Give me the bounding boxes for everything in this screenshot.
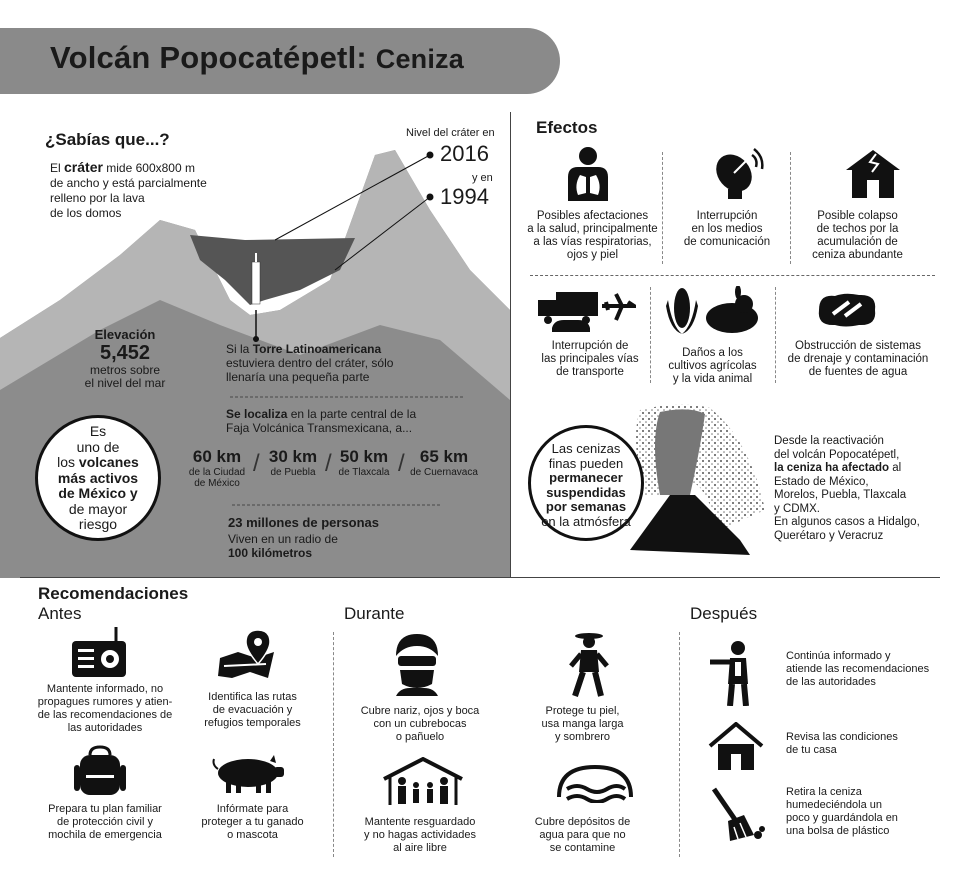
covered-water-icon xyxy=(555,763,635,803)
separator: / xyxy=(253,450,260,477)
rec-antes-plan: Prepara tu plan familiar de protección civil y mochila de emergencia xyxy=(48,803,162,841)
rec-antes-informado: Mantente informado, no propagues rumores y atien- de las recomendaciones de las autoridades xyxy=(37,683,173,734)
rec-durante-cubre: Cubre nariz, ojos y boca con un cubrebocas o pañuelo xyxy=(360,705,480,743)
distance-tlaxcala: 50 km de Tlaxcala xyxy=(338,447,390,478)
rec-durante-piel: Protege tu piel, usa manga larga y sombrero xyxy=(541,705,624,743)
broken-roof-icon xyxy=(846,150,900,198)
satellite-dish-icon xyxy=(712,145,766,201)
page-title: Volcán Popocatépetl: Ceniza xyxy=(50,40,464,75)
broom-icon xyxy=(710,785,766,843)
year-2016: 2016 xyxy=(440,141,489,166)
house-icon xyxy=(708,722,764,772)
distance-puebla: 30 km de Puebla xyxy=(268,447,318,478)
reactivation-text: Desde la reactivación del volcán Popocatépetl, la ceniza ha afectado al Estado de México, Morelos, Puebla, Tlaxcala y CDMX. En algunos casos a Hidalgo, Querétaro y Veracruz xyxy=(774,435,920,542)
divider xyxy=(775,287,776,383)
person-lungs-icon xyxy=(560,145,616,201)
divider xyxy=(530,275,935,276)
elevation-unit-2: el nivel del mar xyxy=(84,376,166,390)
rec-despues-casa: Revisa las condiciones de tu casa xyxy=(786,731,898,756)
rec-despues-ceniza: Retira la ceniza humedeciéndola un poco y guardándola en una bolsa de plástico xyxy=(786,786,898,837)
effect-crops-text: Daños a los cultivos agrícolas y la vida animal xyxy=(668,347,757,385)
elevation-block xyxy=(70,327,180,390)
backpack-icon xyxy=(72,745,128,797)
rec-durante-agua: Cubre depósitos de agua para que no se contamine xyxy=(534,816,631,854)
y-en-label: y en xyxy=(472,172,493,184)
corn-rabbit-icon xyxy=(664,286,759,336)
effect-roof-text: Posible colapso de techos por la acumulación de ceniza abundante xyxy=(812,210,903,261)
divider xyxy=(662,152,663,264)
despues-heading: Después xyxy=(690,604,758,623)
effect-health-text: Posibles afectaciones a la salud, principalmente a las vías respiratorias, ojos y piel xyxy=(527,210,658,261)
rec-antes-ganado: Infórmate para proteger a tu ganado o mascota xyxy=(201,803,304,841)
divider xyxy=(790,152,791,264)
distance-cdmx: 60 km de la Ciudad de México xyxy=(188,447,246,489)
transport-icon xyxy=(536,290,636,334)
sabias-heading: ¿Sabías que...? xyxy=(45,130,170,149)
active-volcano-circle: Es uno de los volcanes más activos de México y de mayor riesgo xyxy=(35,415,161,541)
antes-heading: Antes xyxy=(38,604,82,623)
separator: / xyxy=(325,450,332,477)
pig-icon xyxy=(210,755,290,795)
elevation-unit-1: metros sobre xyxy=(89,363,161,377)
walking-person-icon xyxy=(565,632,615,698)
nivel-label: Nivel del cráter en xyxy=(406,127,495,139)
crater-text: El cráter mide 600x800 m de ancho y está parcialmente relleno por la lava de los domos xyxy=(50,159,207,220)
recomendaciones-heading: Recomendaciones xyxy=(38,584,189,603)
torre-text: Si la Torre Latinoamericana estuviera dentro del cráter, sólo llenaría una pequeña parte xyxy=(226,342,394,384)
radio-icon xyxy=(70,627,128,679)
vertical-divider xyxy=(510,112,511,577)
effect-drain-text: Obstrucción de sistemas de drenaje y contaminación de fuentes de agua xyxy=(787,340,929,378)
family-shelter-icon xyxy=(380,757,466,807)
effect-transport-text: Interrupción de las principales vías de transporte xyxy=(541,340,639,378)
drain-icon xyxy=(815,292,879,328)
separator: / xyxy=(398,450,405,477)
mask-face-icon xyxy=(390,632,444,696)
pointing-person-icon xyxy=(708,640,758,706)
divider xyxy=(679,632,680,857)
elevation-value: 5,452 xyxy=(99,342,151,364)
efectos-heading: Efectos xyxy=(536,118,598,137)
rec-despues-informado: Continúa informado y atiende las recomendaciones de las autoridades xyxy=(786,650,930,688)
map-pin-icon xyxy=(218,628,276,680)
divider xyxy=(333,632,334,857)
elevation-label: Elevación xyxy=(94,327,156,342)
localiza-text: Se localiza en la parte central de la Faja Volcánica Transmexicana, a... xyxy=(226,407,417,435)
year-1994: 1994 xyxy=(440,184,489,209)
effect-comms-text: Interrupción en los medios de comunicación xyxy=(683,210,771,248)
durante-heading: Durante xyxy=(344,604,405,623)
population-block: 23 millones de personas Viven en un radio de 100 kilómetros xyxy=(228,515,380,560)
horizontal-divider xyxy=(20,577,940,578)
ash-suspended-circle: Las cenizas finas pueden permanecer suspendidas por semanas en la atmósfera xyxy=(528,425,644,541)
distance-cuernavaca: 65 km de Cuernavaca xyxy=(410,447,478,478)
rec-durante-resguardado: Mantente resguardado y no hagas actividades al aire libre xyxy=(364,816,476,854)
rec-antes-rutas: Identifica las rutas de evacuación y refugios temporales xyxy=(204,691,301,729)
